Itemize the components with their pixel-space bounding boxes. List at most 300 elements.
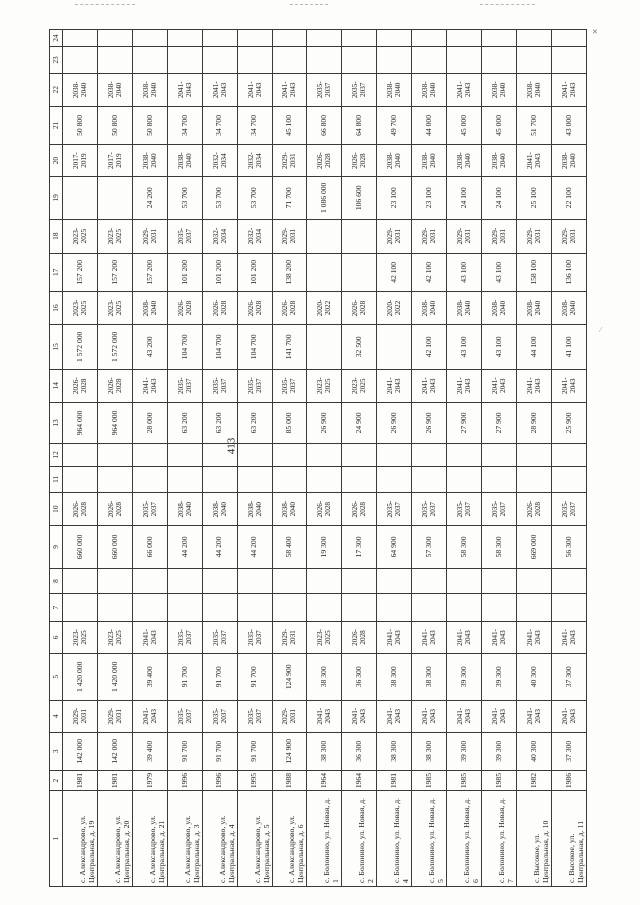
- value-cell: [272, 594, 307, 622]
- value-cell: [482, 444, 517, 466]
- value-cell: 104 700: [237, 324, 272, 369]
- period-cell: 2038-2040: [63, 73, 98, 106]
- value-cell: 36 300: [342, 653, 377, 700]
- value-cell: [307, 324, 342, 369]
- period-cell: 2026-2028: [342, 291, 377, 324]
- scan-artifact: [480, 4, 535, 5]
- value-cell: [132, 568, 167, 594]
- value-cell: 1 420 000: [97, 653, 132, 700]
- value-cell: [167, 466, 202, 493]
- period-cell: 2041-2043: [272, 73, 307, 106]
- period-cell: 2038-2040: [447, 291, 482, 324]
- address-cell: с. Болонино, ул. Новая, д. 4: [377, 791, 412, 887]
- value-cell: [447, 444, 482, 466]
- value-cell: 1995: [237, 770, 272, 790]
- value-cell: [272, 444, 307, 466]
- value-cell: [63, 466, 98, 493]
- value-cell: [132, 466, 167, 493]
- period-cell: 2029-2031: [447, 219, 482, 253]
- period-cell: 2029-2031: [551, 219, 586, 253]
- column-number: 22: [50, 73, 63, 106]
- value-cell: 26 900: [377, 402, 412, 444]
- period-cell: 2041-2043: [516, 700, 551, 732]
- period-cell: 2029-2031: [412, 219, 447, 253]
- address-cell: с. Александрово, ул. Центральная, д. 21: [132, 791, 167, 887]
- period-cell: 2035-2037: [132, 493, 167, 526]
- period-cell: 2041-2043: [412, 700, 447, 732]
- period-cell: 2035-2037: [307, 73, 342, 106]
- value-cell: 45 000: [482, 106, 517, 144]
- value-cell: 157 200: [132, 253, 167, 291]
- value-cell: [482, 47, 517, 74]
- value-cell: [447, 568, 482, 594]
- period-cell: 2038-2040: [132, 73, 167, 106]
- period-cell: 2041-2043: [551, 73, 586, 106]
- value-cell: 104 700: [167, 324, 202, 369]
- period-cell: 2038-2040: [167, 493, 202, 526]
- address-cell: с. Болонино, ул. Новая, д. 1: [307, 791, 342, 887]
- value-cell: 1996: [202, 770, 237, 790]
- value-cell: 1996: [167, 770, 202, 790]
- value-cell: 38 300: [377, 732, 412, 770]
- period-cell: 2038-2040: [132, 145, 167, 177]
- column-number: 10: [50, 493, 63, 526]
- value-cell: [97, 47, 132, 74]
- period-cell: 2041-2043: [551, 700, 586, 732]
- value-cell: [342, 219, 377, 253]
- value-cell: 43 100: [447, 324, 482, 369]
- value-cell: [132, 30, 167, 47]
- period-cell: 2035-2037: [237, 621, 272, 653]
- value-cell: 53 700: [202, 177, 237, 220]
- period-cell: 2041-2043: [551, 369, 586, 402]
- period-cell: 2035-2037: [412, 493, 447, 526]
- value-cell: 23 100: [377, 177, 412, 220]
- value-cell: [551, 466, 586, 493]
- value-cell: 17 300: [342, 526, 377, 569]
- table-row: [307, 30, 342, 887]
- period-cell: 2029-2031: [272, 621, 307, 653]
- column-number: 16: [50, 291, 63, 324]
- value-cell: 43 000: [551, 106, 586, 144]
- period-cell: 2038-2040: [482, 145, 517, 177]
- value-cell: 42 100: [412, 324, 447, 369]
- period-cell: 2035-2037: [202, 369, 237, 402]
- value-cell: 1964: [307, 770, 342, 790]
- address-cell: с. Болонино, ул. Новая, д. 6: [447, 791, 482, 887]
- period-cell: 2032-2034: [202, 145, 237, 177]
- period-cell: 2041-2043: [167, 73, 202, 106]
- period-cell: 2041-2043: [551, 621, 586, 653]
- value-cell: 91 700: [237, 653, 272, 700]
- value-cell: 27 900: [447, 402, 482, 444]
- value-cell: [237, 30, 272, 47]
- value-cell: 142 000: [63, 732, 98, 770]
- value-cell: 24 200: [132, 177, 167, 220]
- period-cell: 2035-2037: [377, 493, 412, 526]
- period-cell: 2026-2028: [97, 369, 132, 402]
- value-cell: 964 000: [63, 402, 98, 444]
- period-cell: 2041-2043: [377, 621, 412, 653]
- value-cell: 58 300: [482, 526, 517, 569]
- period-cell: 2035-2037: [167, 621, 202, 653]
- value-cell: 53 700: [167, 177, 202, 220]
- value-cell: [377, 30, 412, 47]
- value-cell: [202, 568, 237, 594]
- value-cell: 37 300: [551, 732, 586, 770]
- value-cell: 1981: [63, 770, 98, 790]
- value-cell: 41 100: [551, 324, 586, 369]
- period-cell: 2023-2025: [97, 621, 132, 653]
- value-cell: 45 000: [447, 106, 482, 144]
- header-row: [50, 30, 63, 887]
- period-cell: 2035-2037: [272, 369, 307, 402]
- value-cell: [447, 47, 482, 74]
- period-cell: 2041-2043: [482, 369, 517, 402]
- period-cell: 2038-2040: [482, 291, 517, 324]
- period-cell: 2041-2043: [447, 621, 482, 653]
- period-cell: 2041-2043: [132, 700, 167, 732]
- value-cell: [377, 324, 412, 369]
- value-cell: [167, 47, 202, 74]
- table-row: [377, 30, 412, 887]
- table-row: [447, 30, 482, 887]
- value-cell: [237, 568, 272, 594]
- value-cell: 28 000: [132, 402, 167, 444]
- column-number: 24: [50, 30, 63, 47]
- value-cell: 101 200: [237, 253, 272, 291]
- address-cell: с. Александрово, ул. Центральная, д. 6: [272, 791, 307, 887]
- address-cell: с. Александрово, ул. Центральная, д. 5: [237, 791, 272, 887]
- value-cell: 50 800: [132, 106, 167, 144]
- value-cell: 64 900: [377, 526, 412, 569]
- value-cell: [202, 594, 237, 622]
- value-cell: [97, 568, 132, 594]
- value-cell: [551, 568, 586, 594]
- period-cell: 2023-2025: [63, 291, 98, 324]
- value-cell: 63 200: [202, 402, 237, 444]
- value-cell: 39 300: [482, 732, 517, 770]
- period-cell: 2041-2043: [202, 73, 237, 106]
- value-cell: [342, 444, 377, 466]
- period-cell: 2038-2040: [237, 493, 272, 526]
- value-cell: [63, 568, 98, 594]
- period-cell: 2038-2040: [551, 291, 586, 324]
- period-cell: 2023-2025: [97, 291, 132, 324]
- period-cell: 2026-2028: [307, 493, 342, 526]
- period-cell: 2038-2040: [412, 291, 447, 324]
- period-cell: 2041-2043: [447, 73, 482, 106]
- value-cell: [167, 30, 202, 47]
- address-cell: с. Высокое, ул. Центральная, д. 11: [551, 791, 586, 887]
- value-cell: 157 200: [97, 253, 132, 291]
- period-cell: 2038-2040: [97, 73, 132, 106]
- value-cell: [63, 444, 98, 466]
- period-cell: 2026-2028: [167, 291, 202, 324]
- value-cell: 57 300: [412, 526, 447, 569]
- table-row: [202, 30, 237, 887]
- period-cell: 2026-2028: [202, 291, 237, 324]
- period-cell: 2035-2037: [167, 219, 202, 253]
- value-cell: [237, 594, 272, 622]
- period-cell: 2038-2040: [132, 291, 167, 324]
- period-cell: 2026-2028: [63, 369, 98, 402]
- value-cell: 63 200: [237, 402, 272, 444]
- value-cell: 34 700: [202, 106, 237, 144]
- period-cell: 2041-2043: [237, 73, 272, 106]
- value-cell: 58 400: [272, 526, 307, 569]
- period-cell: 2038-2040: [167, 145, 202, 177]
- value-cell: 43 200: [132, 324, 167, 369]
- value-cell: 24 100: [447, 177, 482, 220]
- value-cell: [412, 568, 447, 594]
- value-cell: 42 100: [377, 253, 412, 291]
- period-cell: 2035-2037: [551, 493, 586, 526]
- column-number: 21: [50, 106, 63, 144]
- period-cell: 2029-2031: [132, 219, 167, 253]
- value-cell: [447, 30, 482, 47]
- value-cell: 1 572 000: [97, 324, 132, 369]
- value-cell: 158 100: [516, 253, 551, 291]
- period-cell: 2029-2031: [63, 700, 98, 732]
- value-cell: 39 400: [132, 653, 167, 700]
- value-cell: 50 800: [97, 106, 132, 144]
- value-cell: [342, 253, 377, 291]
- value-cell: 24 100: [482, 177, 517, 220]
- column-number: 23: [50, 47, 63, 74]
- period-cell: 2029-2031: [97, 700, 132, 732]
- value-cell: 142 000: [97, 732, 132, 770]
- value-cell: 53 700: [237, 177, 272, 220]
- period-cell: 2035-2037: [237, 700, 272, 732]
- period-cell: 2023-2025: [307, 621, 342, 653]
- value-cell: [551, 594, 586, 622]
- value-cell: [516, 594, 551, 622]
- value-cell: [516, 444, 551, 466]
- value-cell: 104 700: [202, 324, 237, 369]
- data-table: [49, 29, 587, 887]
- value-cell: [412, 594, 447, 622]
- value-cell: [202, 47, 237, 74]
- value-cell: [307, 466, 342, 493]
- value-cell: [237, 466, 272, 493]
- column-number: 15: [50, 324, 63, 369]
- value-cell: 26 900: [307, 402, 342, 444]
- period-cell: 2038-2040: [447, 145, 482, 177]
- period-cell: 2023-2025: [63, 621, 98, 653]
- value-cell: [237, 47, 272, 74]
- value-cell: [202, 30, 237, 47]
- period-cell: 2035-2037: [237, 369, 272, 402]
- period-cell: 2023-2025: [97, 219, 132, 253]
- value-cell: 44 200: [237, 526, 272, 569]
- period-cell: 2035-2037: [167, 369, 202, 402]
- value-cell: 1985: [482, 770, 517, 790]
- column-number: 12: [50, 444, 63, 466]
- value-cell: 45 100: [272, 106, 307, 144]
- value-cell: [377, 444, 412, 466]
- scan-artifact: ⁄: [600, 326, 602, 334]
- period-cell: 2041-2043: [342, 700, 377, 732]
- value-cell: 26 900: [412, 402, 447, 444]
- period-cell: 2041-2043: [132, 621, 167, 653]
- period-cell: 2041-2043: [377, 700, 412, 732]
- value-cell: [516, 47, 551, 74]
- value-cell: [307, 30, 342, 47]
- period-cell: 2041-2043: [447, 369, 482, 402]
- column-number: 13: [50, 402, 63, 444]
- value-cell: [482, 466, 517, 493]
- value-cell: 50 800: [63, 106, 98, 144]
- period-cell: 2023-2025: [63, 219, 98, 253]
- value-cell: 63 200: [167, 402, 202, 444]
- value-cell: 38 300: [412, 732, 447, 770]
- value-cell: [482, 594, 517, 622]
- value-cell: [272, 466, 307, 493]
- value-cell: 43 100: [482, 253, 517, 291]
- column-number: 6: [50, 621, 63, 653]
- value-cell: 32 500: [342, 324, 377, 369]
- period-cell: 2035-2037: [202, 621, 237, 653]
- value-cell: 85 000: [272, 402, 307, 444]
- value-cell: 38 300: [377, 653, 412, 700]
- address-cell: с. Высокое, ул. Центральная, д. 10: [516, 791, 551, 887]
- period-cell: 2029-2031: [377, 219, 412, 253]
- value-cell: [167, 568, 202, 594]
- value-cell: 1985: [412, 770, 447, 790]
- address-cell: с. Александрово, ул. Центральная, д. 20: [97, 791, 132, 887]
- value-cell: 19 300: [307, 526, 342, 569]
- column-number: 5: [50, 653, 63, 700]
- value-cell: 1985: [447, 770, 482, 790]
- column-number: 17: [50, 253, 63, 291]
- value-cell: [307, 219, 342, 253]
- rotated-table-wrapper: [49, 29, 587, 887]
- period-cell: 2041-2043: [307, 700, 342, 732]
- period-cell: 2041-2043: [482, 700, 517, 732]
- value-cell: 101 200: [167, 253, 202, 291]
- value-cell: [377, 568, 412, 594]
- period-cell: 2038-2040: [412, 145, 447, 177]
- value-cell: [412, 30, 447, 47]
- value-cell: [307, 47, 342, 74]
- value-cell: 141 700: [272, 324, 307, 369]
- value-cell: 49 700: [377, 106, 412, 144]
- value-cell: 39 300: [447, 653, 482, 700]
- value-cell: [482, 30, 517, 47]
- value-cell: [307, 253, 342, 291]
- period-cell: 2020-2022: [377, 291, 412, 324]
- value-cell: 964 000: [97, 402, 132, 444]
- value-cell: [272, 47, 307, 74]
- period-cell: 2017-2019: [63, 145, 98, 177]
- period-cell: 2038-2040: [377, 145, 412, 177]
- period-cell: 2026-2028: [237, 291, 272, 324]
- value-cell: 101 200: [202, 253, 237, 291]
- value-cell: 660 000: [63, 526, 98, 569]
- period-cell: 2026-2028: [342, 145, 377, 177]
- period-cell: 2029-2031: [482, 219, 517, 253]
- column-number: 20: [50, 145, 63, 177]
- period-cell: 2038-2040: [551, 145, 586, 177]
- value-cell: [551, 47, 586, 74]
- period-cell: 2041-2043: [412, 621, 447, 653]
- period-cell: 2041-2043: [482, 621, 517, 653]
- period-cell: 2041-2043: [516, 145, 551, 177]
- period-cell: 2029-2031: [272, 219, 307, 253]
- period-cell: 2038-2040: [377, 73, 412, 106]
- value-cell: 58 300: [447, 526, 482, 569]
- value-cell: 38 300: [307, 732, 342, 770]
- value-cell: 669 000: [516, 526, 551, 569]
- address-cell: с. Александрово, ул. Центральная, д. 4: [202, 791, 237, 887]
- value-cell: [97, 30, 132, 47]
- value-cell: [551, 30, 586, 47]
- value-cell: [412, 47, 447, 74]
- value-cell: [377, 466, 412, 493]
- value-cell: [237, 444, 272, 466]
- value-cell: 1 420 000: [63, 653, 98, 700]
- column-number: 7: [50, 594, 63, 622]
- value-cell: 91 700: [202, 653, 237, 700]
- value-cell: 34 700: [237, 106, 272, 144]
- value-cell: [551, 444, 586, 466]
- value-cell: [63, 30, 98, 47]
- value-cell: [132, 444, 167, 466]
- column-number: 1: [50, 791, 63, 887]
- value-cell: [342, 30, 377, 47]
- value-cell: 64 800: [342, 106, 377, 144]
- value-cell: [63, 47, 98, 74]
- value-cell: [97, 444, 132, 466]
- period-cell: 2026-2028: [97, 493, 132, 526]
- table-row: [272, 30, 307, 887]
- value-cell: 71 700: [272, 177, 307, 220]
- period-cell: 2029-2031: [272, 145, 307, 177]
- period-cell: 2038-2040: [412, 73, 447, 106]
- column-number: 4: [50, 700, 63, 732]
- value-cell: 28 900: [516, 402, 551, 444]
- value-cell: [132, 594, 167, 622]
- value-cell: 138 200: [272, 253, 307, 291]
- table-row: [63, 30, 98, 887]
- value-cell: [307, 568, 342, 594]
- period-cell: 2041-2043: [516, 621, 551, 653]
- value-cell: 39 300: [482, 653, 517, 700]
- period-cell: 2026-2028: [342, 493, 377, 526]
- value-cell: [447, 594, 482, 622]
- column-number: 18: [50, 219, 63, 253]
- value-cell: [516, 30, 551, 47]
- value-cell: [482, 568, 517, 594]
- value-cell: 36 300: [342, 732, 377, 770]
- value-cell: 1 572 000: [63, 324, 98, 369]
- value-cell: 1986: [551, 770, 586, 790]
- period-cell: 2032-2034: [237, 219, 272, 253]
- value-cell: [97, 594, 132, 622]
- period-cell: 2035-2037: [202, 700, 237, 732]
- address-cell: с. Александрово, ул. Центральная, д. 3: [167, 791, 202, 887]
- table-row: [167, 30, 202, 887]
- value-cell: 40 300: [516, 732, 551, 770]
- column-number: 19: [50, 177, 63, 220]
- value-cell: 43 100: [482, 324, 517, 369]
- period-cell: 2035-2037: [167, 700, 202, 732]
- table-row: [482, 30, 517, 887]
- period-cell: 2023-2025: [307, 369, 342, 402]
- period-cell: 2038-2040: [516, 73, 551, 106]
- value-cell: 22 100: [551, 177, 586, 220]
